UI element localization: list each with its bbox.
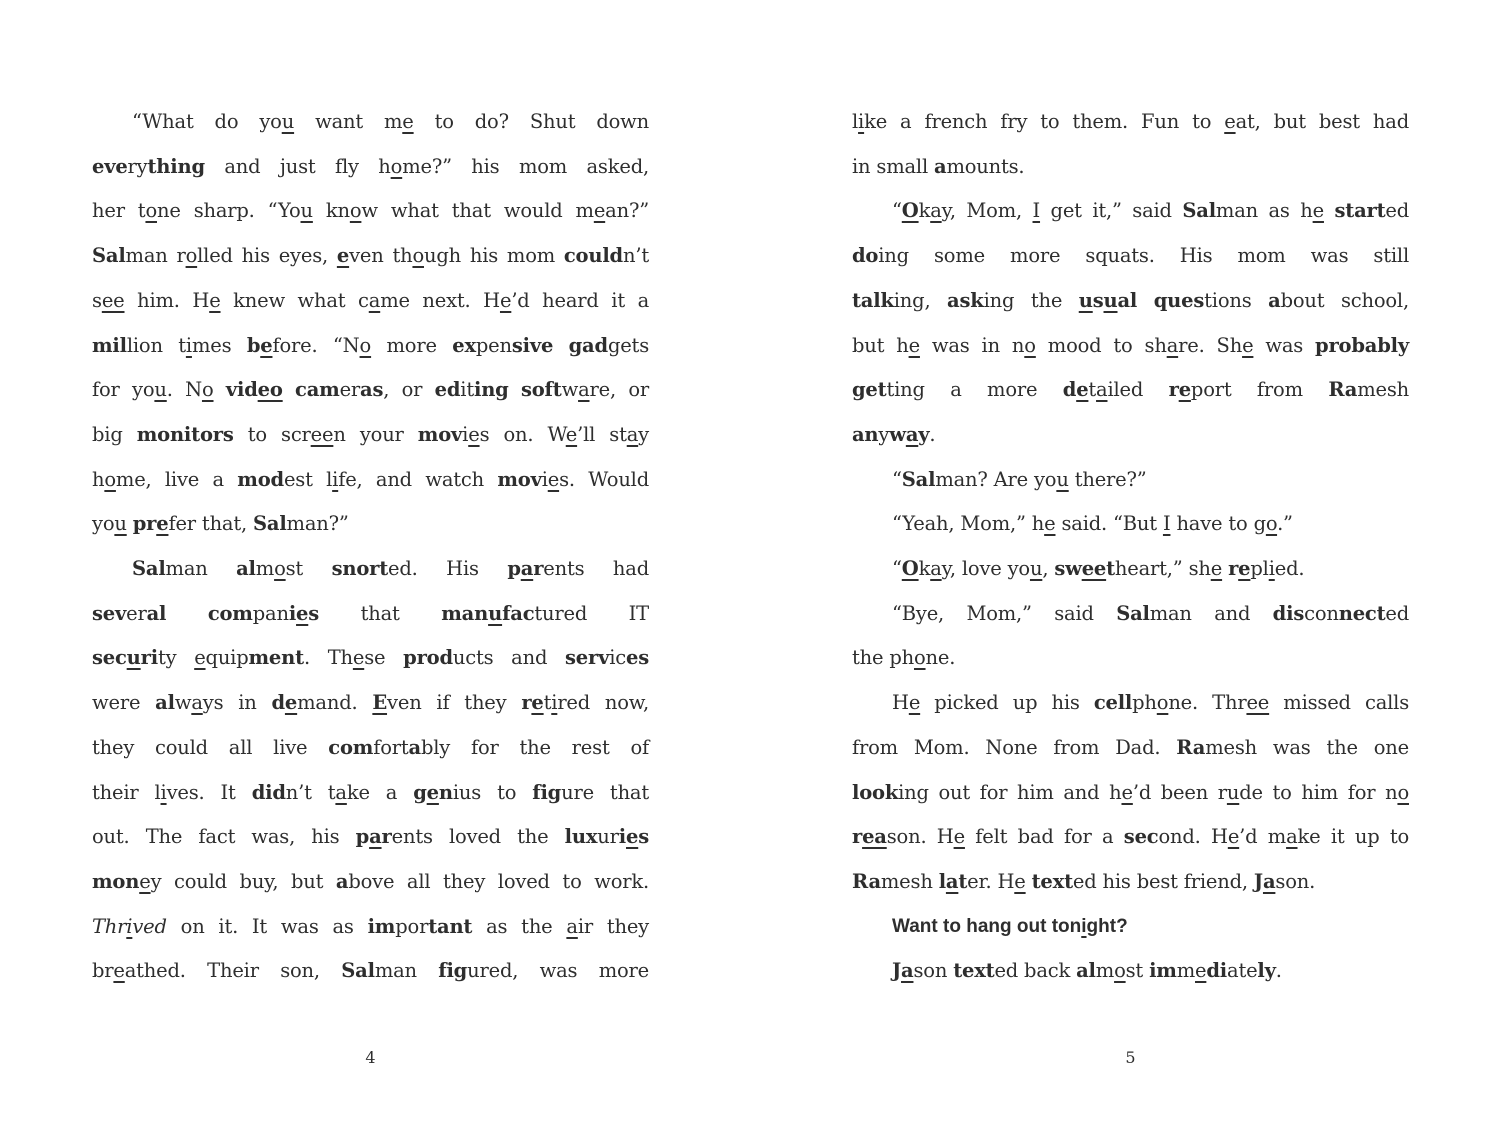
text-line: home, live a modest life, and watch movies. Would xyxy=(92,467,649,491)
text-line: talking, asking the usual questions about school, xyxy=(852,288,1409,312)
text-line: in small amounts. xyxy=(852,154,1025,178)
text-line: money could buy, but above all they loved to work. xyxy=(92,869,649,893)
text-line: see him. He knew what came next. He’d heard it a xyxy=(92,288,650,312)
text-line: for you. No video cameras, or editing software, or xyxy=(92,378,649,402)
text-message-line: Want to hang out tonight? xyxy=(892,915,1128,937)
text-line: but he was in no mood to share. She was probably xyxy=(852,333,1409,357)
text-line: breathed. Their son, Salman figured, was more xyxy=(92,959,649,983)
text-line: “Okay, Mom, I get it,” said Salman as he started xyxy=(892,199,1410,223)
text-line: security equipment. These products and services xyxy=(92,646,649,670)
text-line: the phone. xyxy=(852,646,956,670)
text-line: they could all live comfortably for the rest of xyxy=(92,735,649,759)
text-line: like a french fry to them. Fun to eat, but best had xyxy=(852,110,1409,133)
text-line: Salman almost snorted. His parents had xyxy=(132,557,649,581)
text-line: you prefer that, Salman?” xyxy=(92,512,349,536)
right-page-number: 5 xyxy=(1125,1048,1136,1067)
text-line: “Salman? Are you there?” xyxy=(892,467,1147,491)
text-line: everything and just fly home?” his mom asked, xyxy=(92,154,649,178)
left-page-number: 4 xyxy=(365,1048,376,1067)
text-line: “What do you want me to do? Shut down xyxy=(132,110,650,133)
text-line: their lives. It didn’t take a genius to figure that xyxy=(92,780,649,804)
text-line: getting a more detailed report from Ramesh xyxy=(852,378,1409,402)
text-line: anyway. xyxy=(852,422,936,446)
text-line: from Mom. None from Dad. Ramesh was the one xyxy=(852,735,1409,759)
text-line: out. The fact was, his parents loved the luxuries xyxy=(92,825,649,849)
text-line: “Yeah, Mom,” he said. “But I have to go.” xyxy=(892,512,1293,536)
text-line: were always in demand. Even if they retired now, xyxy=(92,691,649,715)
text-line: “Okay, love you, sweetheart,” she replied. xyxy=(892,557,1305,581)
left-page-text-column xyxy=(92,100,649,994)
right-page-text-column xyxy=(852,100,1409,994)
text-line: “Bye, Mom,” said Salman and disconnected xyxy=(892,601,1410,625)
text-line: reason. He felt bad for a second. He’d make it up to xyxy=(852,825,1409,849)
text-line: doing some more squats. His mom was still xyxy=(852,244,1409,268)
text-line: Thrived on it. It was as important as the air they xyxy=(92,914,649,938)
text-line: Ramesh later. He texted his best friend, Jason. xyxy=(852,869,1316,893)
text-line: He picked up his cellphone. Three missed calls xyxy=(892,691,1410,715)
text-line: Salman rolled his eyes, even though his mom couldn’t xyxy=(92,244,649,268)
text-line: Jason texted back almost immediately. xyxy=(892,959,1282,983)
text-line: million times before. “No more expensive gadgets xyxy=(92,333,650,357)
text-line: several companies that manufactured IT xyxy=(92,601,649,625)
text-line: big monitors to screen your movies on. We’ll stay xyxy=(92,422,649,446)
text-line: her tone sharp. “You know what that would mean?” xyxy=(92,199,649,223)
text-line: looking out for him and he’d been rude to him for no xyxy=(852,780,1409,804)
